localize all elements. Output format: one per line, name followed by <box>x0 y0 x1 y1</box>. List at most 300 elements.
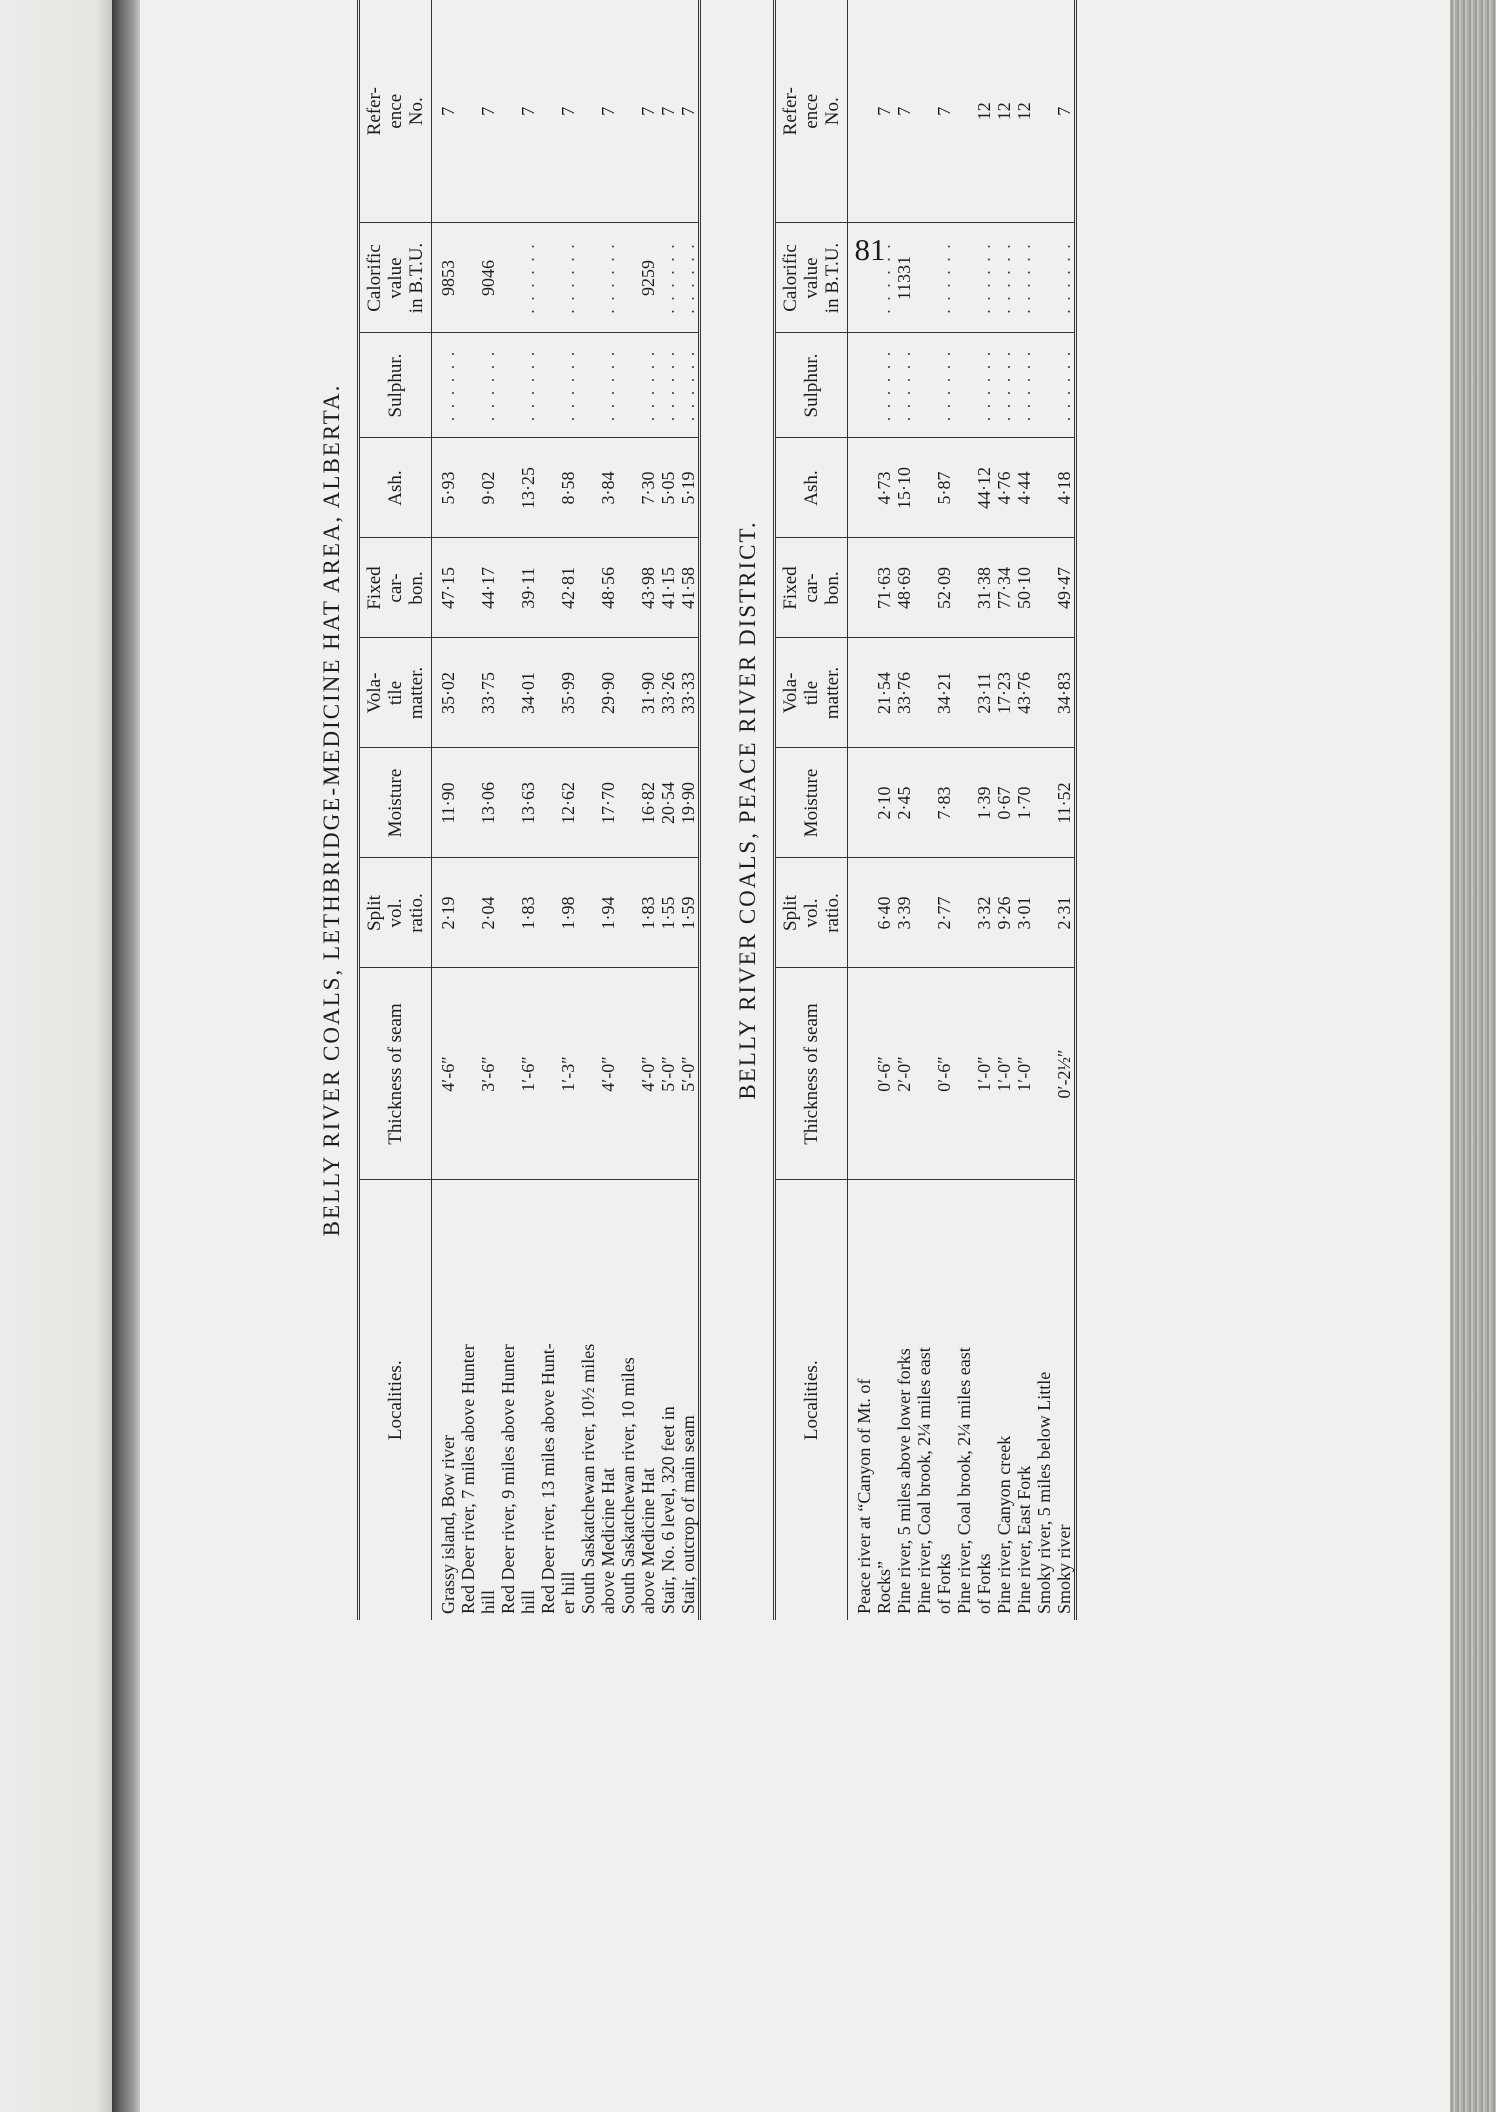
cell-blank <box>914 645 934 742</box>
cell-value: 7 <box>518 106 538 116</box>
cell-value: 5′-0″ <box>658 1056 678 1092</box>
cell-value: 1·98 <box>558 896 578 930</box>
locality-line: of Forks <box>934 1553 954 1614</box>
header-text: No. <box>822 97 843 126</box>
cell-blank <box>854 445 874 532</box>
cell-blank <box>1034 545 1054 632</box>
leader-dots: . . . . . . <box>478 349 498 422</box>
cell-blank <box>458 755 478 852</box>
cell-value: 5·87 <box>934 471 954 505</box>
cell-value: 34·01 <box>518 672 538 714</box>
table-row <box>438 0 458 1620</box>
cell-moisture <box>618 748 700 858</box>
locality-line: Red Deer river, 7 miles above Hunter <box>458 1344 478 1614</box>
cell-volatile-matter <box>498 638 538 748</box>
cell-value: 9·02 <box>478 471 498 505</box>
cell-blank <box>1034 445 1054 532</box>
header-text: Refer- <box>780 87 801 136</box>
cell-locality <box>578 1180 618 1620</box>
cell-split-ratio <box>438 858 458 968</box>
cell-calorific-value <box>618 223 700 333</box>
header-text: car- <box>801 573 822 603</box>
cell-blank <box>498 755 518 852</box>
book-spine <box>112 0 142 2112</box>
cell-value: 1·83 <box>638 896 658 930</box>
cell-split-ratio <box>578 858 618 968</box>
header-thickness <box>359 968 432 1180</box>
cell-moisture <box>914 748 954 858</box>
cell-value: 41·58 <box>678 567 698 609</box>
cell-blank <box>914 340 934 432</box>
cell-blank <box>954 975 974 1174</box>
cell-locality <box>618 1180 700 1620</box>
cell-value: 3·32 <box>974 896 994 930</box>
cell-value: 35·99 <box>558 672 578 714</box>
cell-value: 7 <box>894 106 914 116</box>
table-row <box>618 0 700 1620</box>
cell-value: 34·21 <box>934 672 954 714</box>
cell-value: 7 <box>658 106 678 116</box>
cell-value: 7 <box>1054 106 1074 116</box>
cell-value: 2·77 <box>934 896 954 930</box>
cell-locality <box>498 1180 538 1620</box>
header-volatile-matter <box>775 638 848 748</box>
section-title-peace-river: BELLY RIVER COALS, PEACE RIVER DISTRICT. <box>735 520 760 1100</box>
header-text: Localities. <box>385 1360 406 1441</box>
cell-value: 21·54 <box>874 672 894 714</box>
cell-fixed-carbon <box>458 538 498 638</box>
cell-value: 5·19 <box>678 471 698 505</box>
cell-locality <box>914 1180 954 1620</box>
locality-line: Smoky river <box>1054 1524 1074 1614</box>
cell-blank <box>458 230 478 327</box>
cell-blank <box>1034 865 1054 962</box>
cell-blank <box>854 230 874 327</box>
cell-value: 33·33 <box>678 672 698 714</box>
cell-value: 4′-0″ <box>598 1056 618 1092</box>
header-text: value <box>801 257 822 299</box>
header-text: Localities. <box>801 1360 822 1441</box>
leader-dots: . . . . . . <box>558 242 578 314</box>
locality-line: South Saskatchewan river, 10 miles <box>618 1357 638 1614</box>
cell-value: 7 <box>638 106 658 116</box>
cell-value: 4·76 <box>994 471 1014 505</box>
header-reference-no <box>359 0 432 223</box>
cell-sulphur <box>578 333 618 438</box>
cell-value: 1·39 <box>974 786 994 820</box>
header-moisture <box>359 748 432 858</box>
leader-dots: . . . . . . <box>598 349 618 422</box>
locality-line: above Medicine Hat <box>638 1468 658 1614</box>
cell-moisture <box>578 748 618 858</box>
cell-value: 1′-0″ <box>974 1056 994 1092</box>
header-text: bon. <box>406 571 427 605</box>
cell-volatile-matter <box>854 638 914 748</box>
cell-moisture <box>954 748 1034 858</box>
cell-value: 9·26 <box>994 896 1014 930</box>
coal-table-peace-river <box>773 0 1077 1620</box>
cell-value: 44·17 <box>478 567 498 609</box>
header-split-ratio <box>775 858 848 968</box>
header-text: in B.T.U. <box>406 242 427 314</box>
cell-value: 4·73 <box>874 471 894 505</box>
cell-blank <box>618 340 638 432</box>
coal-table-lethbridge <box>357 0 701 1620</box>
header-split-ratio <box>359 858 432 968</box>
cell-value: 11·90 <box>438 782 458 824</box>
cell-blank <box>1034 230 1054 327</box>
cell-blank <box>854 755 874 852</box>
leader-dots: . . . . . . <box>1014 242 1034 314</box>
cell-value: 34·83 <box>1054 672 1074 714</box>
header-row <box>359 0 432 1620</box>
cell-value: 33·76 <box>894 672 914 714</box>
cell-value: 12 <box>974 102 994 121</box>
cell-reference-no <box>618 0 700 223</box>
cell-value: 12 <box>994 102 1014 121</box>
cell-blank <box>954 645 974 742</box>
table-row <box>1034 0 1076 1620</box>
locality-line: Peace river at “Canyon of Mt. of <box>854 1378 874 1614</box>
leader-dots: . . . . . . <box>658 242 678 314</box>
cell-value: 11331 <box>894 255 914 301</box>
cell-value: 1·70 <box>1014 786 1034 820</box>
header-text: ence <box>385 93 406 129</box>
leader-dots: . . . . . . <box>518 349 538 422</box>
cell-reference-no <box>914 0 954 223</box>
leader-dots: . . . . . . <box>1014 349 1034 422</box>
header-text: Vola- <box>364 672 385 714</box>
cell-value: 5·93 <box>438 471 458 505</box>
cell-blank <box>618 445 638 532</box>
cell-value: 7 <box>934 106 954 116</box>
cell-blank <box>618 230 638 327</box>
cell-ash <box>954 438 1034 538</box>
table-row <box>498 0 538 1620</box>
cell-moisture <box>1034 748 1076 858</box>
cell-value: 0′-2½″ <box>1054 1049 1074 1099</box>
cell-value: 0′-6″ <box>874 1056 894 1092</box>
cell-blank <box>954 230 974 327</box>
cell-value: 1′-6″ <box>518 1056 538 1092</box>
cell-calorific-value <box>914 223 954 333</box>
leader-dots: . . . . . . <box>994 349 1014 422</box>
leader-dots: . . . . . . <box>994 242 1014 314</box>
cell-ash <box>538 438 578 538</box>
cell-value: 19·90 <box>678 782 698 824</box>
cell-blank <box>954 445 974 532</box>
header-moisture <box>775 748 848 858</box>
cell-thickness <box>498 968 538 1180</box>
cell-volatile-matter <box>914 638 954 748</box>
cell-blank <box>618 975 638 1174</box>
cell-value: 11·52 <box>1054 782 1074 824</box>
cell-value: 1′-0″ <box>1014 1056 1034 1092</box>
cell-blank <box>578 230 598 327</box>
leader-dots: . . . . . . <box>678 242 698 314</box>
header-text: Split <box>780 895 801 931</box>
cell-blank <box>618 6 638 217</box>
table-row <box>954 0 1034 1620</box>
cell-sulphur <box>618 333 700 438</box>
cell-value: 7 <box>874 106 894 116</box>
cell-fixed-carbon <box>1034 538 1076 638</box>
cell-blank <box>1034 755 1054 852</box>
cell-fixed-carbon <box>578 538 618 638</box>
cell-split-ratio <box>618 858 700 968</box>
header-text: Fixed <box>780 566 801 610</box>
leader-dots: . . . . . . <box>974 242 994 314</box>
cell-value: 12·62 <box>558 782 578 824</box>
cell-value: 50·10 <box>1014 567 1034 609</box>
cell-blank <box>458 6 478 217</box>
cell-thickness <box>578 968 618 1180</box>
cell-value: 9046 <box>478 260 498 296</box>
cell-value: 71·63 <box>874 567 894 609</box>
cell-blank <box>458 975 478 1174</box>
table-row <box>458 0 498 1620</box>
leader-dots: . . . . . . <box>974 349 994 422</box>
cell-value: 8·58 <box>558 471 578 505</box>
header-locality <box>359 1180 432 1620</box>
cell-blank <box>914 975 934 1174</box>
cell-calorific-value <box>498 223 538 333</box>
cell-reference-no <box>438 0 458 223</box>
cell-value: 7·30 <box>638 471 658 505</box>
cell-value: 5·05 <box>658 471 678 505</box>
cell-value: 31·38 <box>974 567 994 609</box>
cell-reference-no <box>1034 0 1076 223</box>
cell-blank <box>578 545 598 632</box>
header-text: ratio. <box>406 893 427 933</box>
leader-dots: . . . . . . <box>1054 349 1074 422</box>
cell-sulphur <box>954 333 1034 438</box>
cell-value: 47·15 <box>438 567 458 609</box>
cell-blank <box>498 6 518 217</box>
cell-blank <box>578 755 598 852</box>
cell-thickness <box>458 968 498 1180</box>
cell-blank <box>498 645 518 742</box>
cell-blank <box>1034 975 1054 1174</box>
header-text: Sulphur. <box>801 353 822 418</box>
cell-moisture <box>438 748 458 858</box>
cell-value: 39·11 <box>518 567 538 609</box>
locality-line: Pine river, Canyon creek <box>994 1435 1014 1614</box>
cell-fixed-carbon <box>618 538 700 638</box>
cell-value: 48·56 <box>598 567 618 609</box>
header-volatile-matter <box>359 638 432 748</box>
cell-blank <box>498 545 518 632</box>
cell-reference-no <box>498 0 538 223</box>
cell-reference-no <box>854 0 914 223</box>
cell-value: 4′-6″ <box>438 1056 458 1092</box>
cell-ash <box>854 438 914 538</box>
locality-line: Stair, outcrop of main seam <box>678 1415 698 1614</box>
cell-value: 9259 <box>638 260 658 296</box>
locality-line: Pine river, Coal brook, 2¼ miles east <box>954 1347 974 1614</box>
cell-blank <box>578 445 598 532</box>
cell-blank <box>618 865 638 962</box>
cell-value: 3·01 <box>1014 896 1034 930</box>
cell-value: 0·67 <box>994 786 1014 820</box>
locality-line: above Medicine Hat <box>598 1468 618 1614</box>
cell-value: 33·26 <box>658 672 678 714</box>
cell-value: 17·70 <box>598 782 618 824</box>
cell-value: 5′-0″ <box>678 1056 698 1092</box>
locality-line: hill <box>518 1589 538 1614</box>
cell-blank <box>914 865 934 962</box>
cell-value: 16·82 <box>638 782 658 824</box>
locality-line: Smoky river, 5 miles below Little <box>1034 1371 1054 1614</box>
leader-dots: . . . . . . <box>638 349 658 422</box>
cell-blank <box>914 545 934 632</box>
table-row <box>914 0 954 1620</box>
header-row <box>775 0 848 1620</box>
cell-volatile-matter <box>954 638 1034 748</box>
cell-fixed-carbon <box>498 538 538 638</box>
cell-reference-no <box>954 0 1034 223</box>
cell-blank <box>538 755 558 852</box>
cell-value: 1′-0″ <box>994 1056 1014 1092</box>
cell-blank <box>578 645 598 742</box>
cell-value: 33·75 <box>478 672 498 714</box>
cell-blank <box>854 975 874 1174</box>
locality-line: Stair, No. 6 level, 320 feet in <box>658 1406 678 1614</box>
header-text: bon. <box>822 571 843 605</box>
cell-reference-no <box>578 0 618 223</box>
cell-blank <box>854 865 874 962</box>
cell-blank <box>578 340 598 432</box>
cell-blank <box>854 340 874 432</box>
header-text: Calorific <box>780 244 801 312</box>
cell-ash <box>914 438 954 538</box>
cell-value: 13·63 <box>518 782 538 824</box>
cell-blank <box>914 755 934 852</box>
leader-dots: . . . . . . <box>658 349 678 422</box>
cell-thickness <box>438 968 458 1180</box>
cell-blank <box>914 6 934 217</box>
cell-blank <box>854 6 874 217</box>
cell-value: 7 <box>478 106 498 116</box>
cell-volatile-matter <box>578 638 618 748</box>
cell-sulphur <box>498 333 538 438</box>
cell-value: 4·18 <box>1054 471 1074 505</box>
cell-value: 20·54 <box>658 782 678 824</box>
cell-value: 3·84 <box>598 471 618 505</box>
cell-blank <box>1034 645 1054 742</box>
locality-line: South Saskatchewan river, 10½ miles <box>578 1343 598 1614</box>
header-text: Sulphur. <box>385 353 406 418</box>
leader-dots: . . . . . . <box>678 349 698 422</box>
cell-value: 1·59 <box>678 896 698 930</box>
cell-reference-no <box>458 0 498 223</box>
cell-ash <box>498 438 538 538</box>
table-row <box>538 0 578 1620</box>
header-text: Calorific <box>364 244 385 312</box>
cell-blank <box>1034 340 1054 432</box>
cell-value: 7·83 <box>934 786 954 820</box>
locality-line: er hill <box>558 1571 578 1614</box>
header-text: Split <box>364 895 385 931</box>
cell-blank <box>458 445 478 532</box>
table-body <box>848 0 1076 1620</box>
cell-thickness <box>854 968 914 1180</box>
cell-blank <box>954 755 974 852</box>
cell-value: 9853 <box>438 260 458 296</box>
leader-dots: . . . . . . <box>934 349 954 422</box>
cell-value: 13·06 <box>478 782 498 824</box>
cell-sulphur <box>854 333 914 438</box>
cell-value: 7 <box>438 106 458 116</box>
header-text: car- <box>385 573 406 603</box>
header-locality <box>775 1180 848 1620</box>
cell-value: 1·83 <box>518 896 538 930</box>
cell-value: 2·10 <box>874 786 894 820</box>
cell-value: 7 <box>678 106 698 116</box>
leader-dots: . . . . . . <box>558 349 578 422</box>
header-sulphur <box>775 333 848 438</box>
cell-thickness <box>618 968 700 1180</box>
header-text: No. <box>406 97 427 126</box>
cell-blank <box>578 865 598 962</box>
cell-fixed-carbon <box>954 538 1034 638</box>
cell-blank <box>954 6 974 217</box>
cell-fixed-carbon <box>854 538 914 638</box>
cell-value: 1′-3″ <box>558 1056 578 1092</box>
header-text: matter. <box>822 666 843 720</box>
cell-value: 43·76 <box>1014 672 1034 714</box>
table-row <box>578 0 618 1620</box>
header-text: Thickness of seam <box>385 1003 406 1145</box>
cell-moisture <box>538 748 578 858</box>
cell-blank <box>618 755 638 852</box>
cell-value: 35·02 <box>438 672 458 714</box>
cell-blank <box>538 340 558 432</box>
cell-value: 2·19 <box>438 896 458 930</box>
cell-blank <box>618 645 638 742</box>
leader-dots: . . . . . . <box>1054 242 1074 314</box>
cell-value: 0′-6″ <box>934 1056 954 1092</box>
cell-split-ratio <box>458 858 498 968</box>
locality-line: Red Deer river, 13 miles above Hunt- <box>538 1343 558 1614</box>
cell-thickness <box>914 968 954 1180</box>
cell-blank <box>498 865 518 962</box>
cell-sulphur <box>1034 333 1076 438</box>
cell-blank <box>538 230 558 327</box>
header-text: ence <box>801 93 822 129</box>
cell-split-ratio <box>854 858 914 968</box>
header-text: in B.T.U. <box>822 242 843 314</box>
header-text: Refer- <box>364 87 385 136</box>
header-text: Thickness of seam <box>801 1003 822 1145</box>
cell-fixed-carbon <box>438 538 458 638</box>
cell-value: 48·69 <box>894 567 914 609</box>
cell-calorific-value <box>1034 223 1076 333</box>
cell-value: 77·34 <box>994 567 1014 609</box>
cell-value: 31·90 <box>638 672 658 714</box>
cell-blank <box>618 545 638 632</box>
cell-value: 1·55 <box>658 896 678 930</box>
cell-locality <box>1034 1180 1076 1620</box>
table-row <box>854 0 914 1620</box>
header-ash <box>775 438 848 538</box>
cell-value: 15·10 <box>894 467 914 509</box>
cell-blank <box>538 645 558 742</box>
cell-blank <box>578 6 598 217</box>
cell-calorific-value <box>458 223 498 333</box>
cell-value: 13·25 <box>518 467 538 509</box>
cell-value: 12 <box>1014 102 1034 121</box>
